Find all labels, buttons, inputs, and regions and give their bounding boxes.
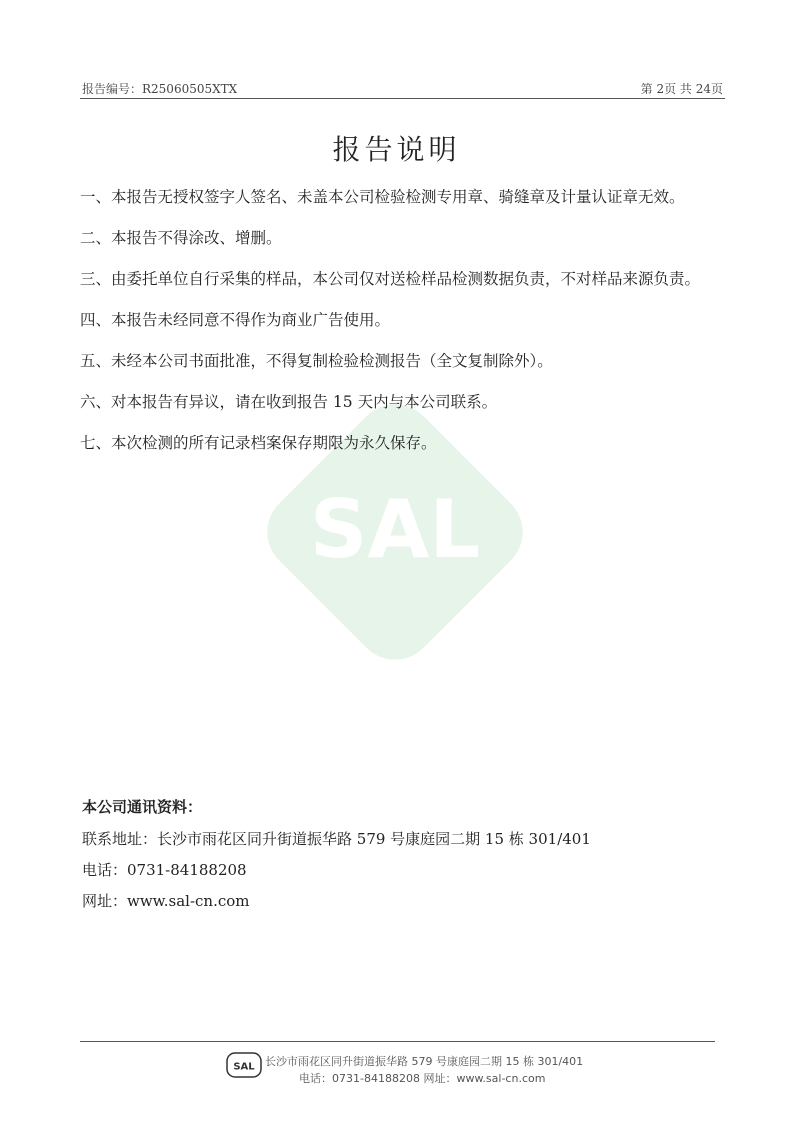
contact-address: 联系地址：长沙市雨花区同升街道振华路 579 号康庭园二期 15 栋 301/401 [82,830,591,848]
note-item: 七、本次检测的所有记录档案保存期限为永久保存。 [80,434,437,452]
contact-phone: 电话：0731-84188208 [82,861,247,879]
page-info: 第 2页 共 24页 [640,82,723,96]
note-item: 三、由委托单位自行采集的样品，本公司仅对送检样品检测数据负责，不对样品来源负责。 [80,270,701,288]
footer-divider [80,1041,715,1042]
notes-list [80,186,740,473]
header-divider [80,98,725,99]
contact-heading: 本公司通讯资料： [82,798,203,816]
note-item: 一、本报告无授权签字人签名、未盖本公司检验检测专用章、骑缝章及计量认证章无效。 [80,188,685,206]
footer-address: 长沙市雨花区同升街道振华路 579 号康庭园二期 15 栋 301/401 [265,1055,584,1068]
footer-contact: 电话：0731-84188208 网址：www.sal-cn.com [299,1072,546,1085]
watermark-text: SAL [309,483,481,576]
footer-logo-text: SAL [233,1061,255,1073]
footer [265,1053,685,1087]
note-item: 四、本报告未经同意不得作为商业广告使用。 [80,311,391,329]
note-item: 五、未经本公司书面批准，不得复制检验检测报告（全文复制除外）。 [80,352,553,370]
contact-website: 网址：www.sal-cn.com [82,892,250,910]
note-item: 二、本报告不得涂改、增删。 [80,229,282,247]
contact-section [82,796,722,921]
report-number: 报告编号：R25060505XTX [82,82,238,96]
note-item: 六、对本报告有异议，请在收到报告 15 天内与本公司联系。 [80,393,498,411]
sal-logo-icon [226,1050,262,1080]
page-title: 报告说明 [332,133,461,166]
